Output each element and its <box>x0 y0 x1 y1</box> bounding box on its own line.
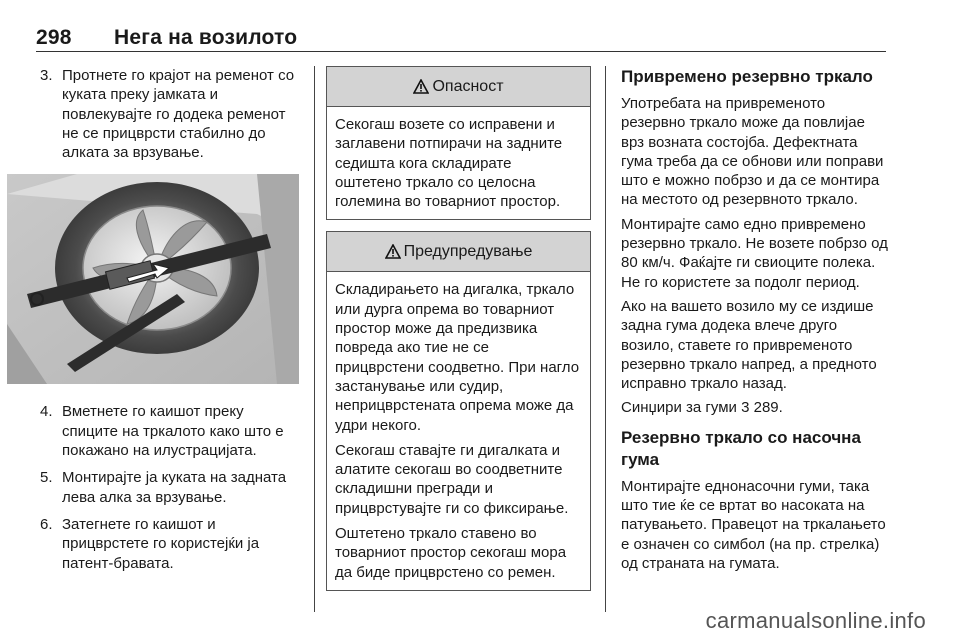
xref-arrow-icon: 3 <box>741 399 750 417</box>
warning-box <box>326 231 591 590</box>
paragraph: Употребата на привременото резервно тркало може да повлијае врз возната состојба. Дефектната гума треба да се обнови или поправи што е можно побрзо и да се монтира на местото од резервното тркало. <box>621 95 884 209</box>
column-divider-right <box>605 66 606 612</box>
middle-column <box>326 66 591 591</box>
page-title: Нега на возилото <box>114 26 298 49</box>
warning-title: Предупредување <box>403 243 533 261</box>
danger-text: Секогаш возете со исправени и заглавени потпирачи на задните седишта кога складирате оштетено тркало со целосна големина во товарниот простор. <box>335 116 563 211</box>
step-text: Протнете го крајот на ременот со куката преку јамката и повлекувајте го додека ременот не се прицврсти стабилно до алката за врзување. <box>62 67 295 162</box>
danger-box-header <box>327 67 590 107</box>
step-text: Монтирајте ја куката на задната лева алка за врзување. <box>62 469 287 506</box>
step-number: 4. <box>40 403 53 421</box>
xref-page-link[interactable]: 289. <box>753 399 783 417</box>
warning-box-body <box>327 272 590 589</box>
warning-triangle-icon <box>413 79 429 94</box>
step-6 <box>40 515 302 573</box>
step-4 <box>40 402 302 460</box>
right-column <box>621 66 889 578</box>
spare-wheel-image <box>7 174 299 384</box>
paragraph: Ако на вашето возило му се издише задна гума додека влече друго возило, ставете го привременото резервно тркало напред, а предното исправно тркало назад. <box>621 297 877 393</box>
header-rule <box>36 51 886 52</box>
step-3 <box>40 66 302 162</box>
paragraph: Монтирајте еднонасочни гуми, така што тие ќе се вртат во насоката на патувањето. Правецот на тркалањето е означен со симбол (на пр. стрелка) од страната на гумата. <box>621 477 886 572</box>
warning-paragraph: Складирањето на дигалка, тркало или дурга опрема во товарниот простор може да предизвика повреда ако тие не се прицврстени соодветно. При нагло застанување или судир, неприцврстената опрема може да удри некого. <box>335 281 580 434</box>
column-divider-left <box>314 66 315 612</box>
warning-paragraph: Секогаш ставајте ги дигалката и алатите секогаш во соодветните складишни прегради и прицврстувајте ги со фиксирање. <box>335 441 569 517</box>
warning-box-header <box>327 232 590 272</box>
xref-text: Синџири за гуми <box>621 399 737 417</box>
danger-box <box>326 66 591 220</box>
step-number: 6. <box>40 515 53 533</box>
page-number: 298 <box>36 26 72 49</box>
warning-paragraph: Оштетено тркало ставено во товарниот простор секогаш мора да биде прицврстено со ремен. <box>335 525 567 581</box>
paragraph: Монтирајте само едно привремено резервно тркало. Не возете побрзо од 80 км/ч. Фаќајте ги свиоците полека. Не го користете за подолг период. <box>621 215 888 291</box>
step-number: 3. <box>40 67 53 84</box>
step-text: Затегнете го каишот и прицврстете го користејќи ја патент-бравата. <box>62 515 260 572</box>
spare-wheel-illustration <box>7 174 299 384</box>
step-number: 5. <box>40 469 53 487</box>
page-header <box>36 26 297 50</box>
section-heading-temporary-spare: Привремено резервно тркало <box>621 67 873 86</box>
danger-box-body <box>327 107 590 219</box>
left-column <box>40 66 302 573</box>
step-text: Вметнете го каишот преку спиците на тркалото како што е покажано на илустрацијата. <box>62 403 284 460</box>
step-5 <box>40 468 302 507</box>
section-heading-directional-spare: Резервно тркало со насочна гума <box>621 427 861 469</box>
warning-triangle-icon <box>385 244 401 259</box>
cross-reference <box>621 398 889 417</box>
watermark: carmanualsonline.info <box>705 608 926 633</box>
danger-title: Опасност <box>432 77 504 95</box>
